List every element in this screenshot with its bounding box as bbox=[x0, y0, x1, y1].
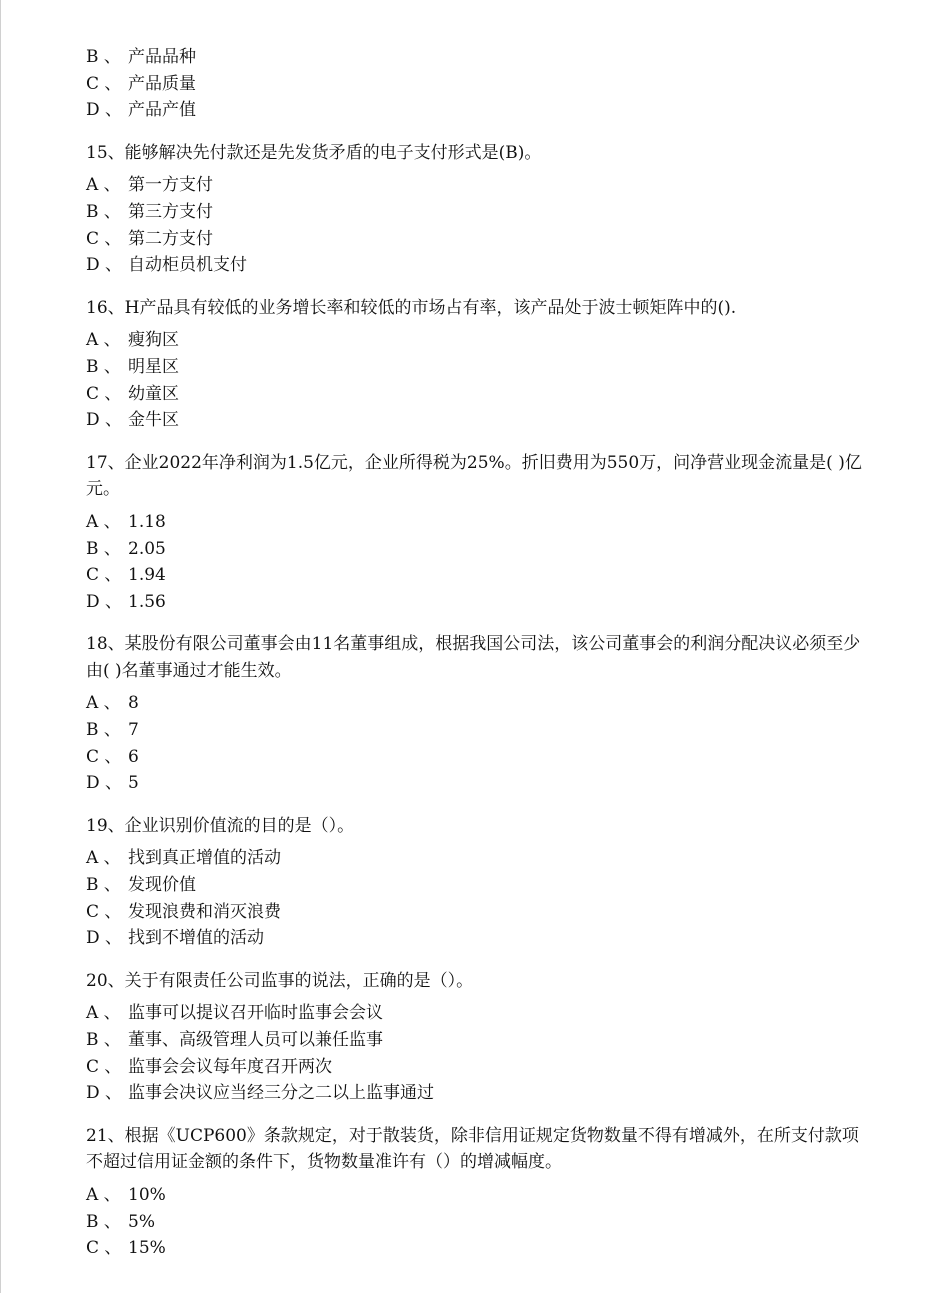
option-letter: C 、 bbox=[86, 565, 122, 586]
option-d bbox=[86, 589, 876, 616]
option-text: 监事可以提议召开临时监事会会议 bbox=[128, 1003, 383, 1024]
option-text: 明星区 bbox=[128, 356, 179, 377]
option-letter: C 、 bbox=[86, 746, 122, 767]
option-text: 找到真正增值的活动 bbox=[128, 848, 281, 869]
option-text: 7 bbox=[128, 720, 139, 741]
option-letter: A 、 bbox=[86, 1184, 121, 1205]
option-letter: C 、 bbox=[86, 1056, 122, 1077]
option-b bbox=[86, 1209, 876, 1236]
option-d bbox=[86, 97, 876, 124]
option-a bbox=[86, 845, 876, 872]
option-text: 发现浪费和消灭浪费 bbox=[128, 901, 281, 922]
option-text: 5 bbox=[128, 773, 139, 794]
option-text: 产品质量 bbox=[128, 73, 196, 94]
option-text: 15% bbox=[128, 1238, 166, 1259]
option-c bbox=[86, 562, 876, 589]
option-letter: A 、 bbox=[86, 175, 121, 196]
option-letter: B 、 bbox=[86, 47, 121, 67]
option-letter: B 、 bbox=[86, 356, 121, 377]
option-text: 董事、高级管理人员可以兼任监事 bbox=[128, 1030, 383, 1050]
question-18 bbox=[86, 631, 876, 797]
option-text: 第一方支付 bbox=[128, 175, 213, 196]
option-letter: B 、 bbox=[86, 1030, 121, 1050]
option-letter: B 、 bbox=[86, 201, 121, 222]
option-text: 产品品种 bbox=[128, 47, 196, 67]
option-c bbox=[86, 744, 876, 771]
option-b bbox=[86, 872, 876, 899]
question-text: 18、某股份有限公司董事会由11名董事组成，根据我国公司法，该公司董事会的利润分配决议必须至少由( )名董事通过才能生效。 bbox=[86, 634, 861, 681]
option-text: 瘦狗区 bbox=[128, 330, 179, 351]
exam-page bbox=[86, 44, 876, 1262]
option-text: 发现价值 bbox=[128, 875, 196, 896]
question-text: 15、能够解决先付款还是先发货矛盾的电子支付形式是(B)。 bbox=[86, 142, 542, 163]
option-d bbox=[86, 407, 876, 434]
option-text: 自动柜员机支付 bbox=[128, 255, 247, 276]
option-b bbox=[86, 44, 876, 71]
question-21 bbox=[86, 1123, 876, 1262]
option-text: 6 bbox=[128, 746, 139, 767]
option-text: 产品产值 bbox=[128, 100, 196, 121]
option-d bbox=[86, 925, 876, 952]
option-text: 金牛区 bbox=[128, 410, 179, 431]
option-a bbox=[86, 327, 876, 354]
option-letter: D 、 bbox=[86, 255, 123, 276]
option-letter: A 、 bbox=[86, 1003, 121, 1024]
option-text: 监事会会议每年度召开两次 bbox=[128, 1056, 332, 1077]
question-text: 20、关于有限责任公司监事的说法，正确的是（）。 bbox=[86, 970, 474, 991]
question-text: 21、根据《UCP600》条款规定，对于散装货，除非信用证规定货物数量不得有增减外，在所支付款项不超过信用证金额的条件下，货物数量准许有（）的增减幅度。 bbox=[86, 1125, 859, 1173]
option-a bbox=[86, 690, 876, 717]
option-text: 2.05 bbox=[128, 538, 166, 559]
option-b bbox=[86, 199, 876, 226]
option-a bbox=[86, 1000, 876, 1027]
option-text: 1.94 bbox=[128, 565, 166, 586]
option-d bbox=[86, 1080, 876, 1107]
option-text: 1.56 bbox=[128, 591, 166, 612]
option-b bbox=[86, 717, 876, 744]
option-a bbox=[86, 509, 876, 536]
option-letter: D 、 bbox=[86, 773, 123, 794]
option-letter: B 、 bbox=[86, 1211, 121, 1232]
option-letter: C 、 bbox=[86, 73, 122, 94]
option-c bbox=[86, 71, 876, 98]
option-text: 幼童区 bbox=[128, 383, 179, 404]
question-20 bbox=[86, 968, 876, 1107]
question-19 bbox=[86, 813, 876, 952]
question-text: 16、H产品具有较低的业务增长率和较低的市场占有率，该产品处于波士顿矩阵中的(). bbox=[86, 297, 737, 318]
option-letter: A 、 bbox=[86, 511, 121, 532]
option-letter: C 、 bbox=[86, 383, 122, 404]
option-letter: D 、 bbox=[86, 1083, 123, 1104]
question-15 bbox=[86, 140, 876, 279]
option-text: 5% bbox=[128, 1211, 155, 1232]
option-text: 监事会决议应当经三分之二以上监事通过 bbox=[128, 1083, 434, 1104]
carryover-options bbox=[86, 44, 876, 124]
option-letter: D 、 bbox=[86, 928, 123, 949]
option-letter: A 、 bbox=[86, 693, 121, 714]
option-text: 找到不增值的活动 bbox=[128, 928, 264, 949]
question-17 bbox=[86, 450, 876, 616]
option-letter: B 、 bbox=[86, 538, 121, 559]
option-c bbox=[86, 381, 876, 408]
option-text: 第三方支付 bbox=[128, 201, 213, 222]
option-letter: D 、 bbox=[86, 591, 123, 612]
option-letter: B 、 bbox=[86, 875, 121, 896]
option-letter: A 、 bbox=[86, 848, 121, 869]
option-text: 第二方支付 bbox=[128, 228, 213, 249]
question-text: 17、企业2022年净利润为1.5亿元，企业所得税为25%。折旧费用为550万，问净营业现金流量是( )亿元。 bbox=[86, 452, 862, 500]
option-letter: C 、 bbox=[86, 901, 122, 922]
option-letter: D 、 bbox=[86, 100, 123, 121]
option-text: 10% bbox=[128, 1184, 166, 1205]
option-letter: C 、 bbox=[86, 1238, 122, 1259]
option-c bbox=[86, 226, 876, 253]
option-d bbox=[86, 770, 876, 797]
option-c bbox=[86, 1054, 876, 1081]
option-letter: A 、 bbox=[86, 330, 121, 351]
option-c bbox=[86, 1235, 876, 1262]
option-a bbox=[86, 1182, 876, 1209]
option-letter: D 、 bbox=[86, 410, 123, 431]
option-letter: B 、 bbox=[86, 720, 121, 741]
option-c bbox=[86, 899, 876, 926]
option-text: 8 bbox=[128, 693, 139, 714]
option-letter: C 、 bbox=[86, 228, 122, 249]
option-text: 1.18 bbox=[128, 511, 166, 532]
option-b bbox=[86, 1027, 876, 1054]
page-left-border bbox=[0, 0, 1, 1293]
option-b bbox=[86, 536, 876, 563]
option-d bbox=[86, 252, 876, 279]
question-16 bbox=[86, 295, 876, 434]
option-b bbox=[86, 354, 876, 381]
option-a bbox=[86, 172, 876, 199]
question-text: 19、企业识别价值流的目的是（）。 bbox=[86, 815, 355, 836]
